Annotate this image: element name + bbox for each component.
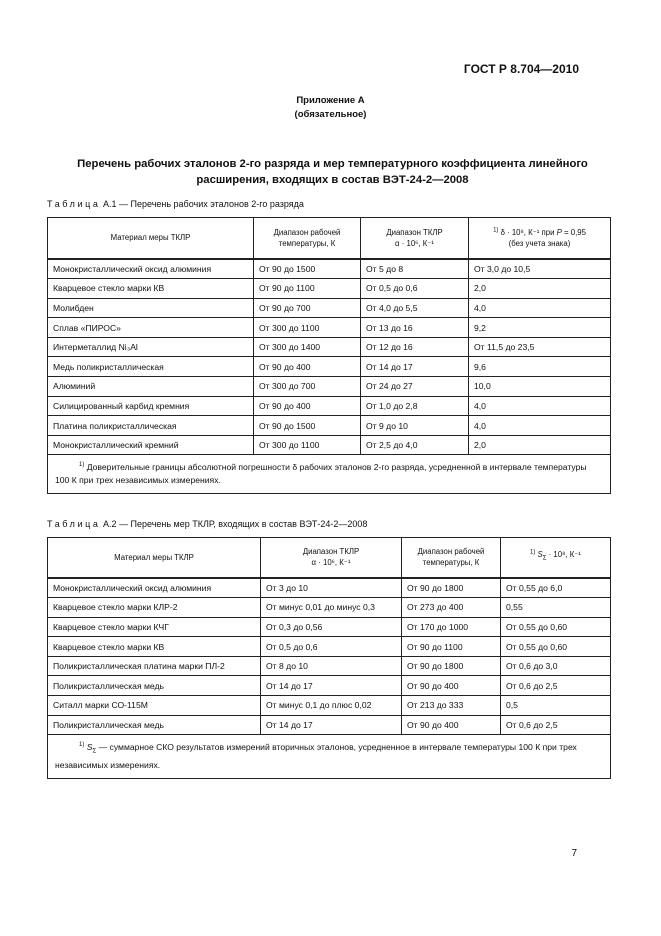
table1-header-error-line1 xyxy=(474,227,605,238)
table1-caption xyxy=(47,199,304,209)
table-row xyxy=(48,396,611,416)
footnote-text: — суммарное СКО результатов измерений вторичных эталонов, усредненное в интервале температуры 100 К при трех независимых измерениях. xyxy=(55,742,577,770)
table2-header-material: Материал меры ТКЛР xyxy=(48,538,261,578)
sko-cell: От 0,55 до 6,0 xyxy=(501,578,611,598)
sko-cell: От 0,55 до 0,60 xyxy=(501,637,611,657)
material-cell: Кварцевое стекло марки КЧГ xyxy=(48,617,261,637)
table-row xyxy=(48,715,611,735)
footnote-text: Доверительные границы абсолютной погрешности δ рабочих эталонов 2-го разряда, усредненной в интервале температуры 100 К при трех независимых измерениях. xyxy=(55,462,587,486)
error-cell: 9,2 xyxy=(469,318,611,338)
temp-range-cell: От 90 до 700 xyxy=(254,298,361,318)
sko-cell: От 0,6 до 2,5 xyxy=(501,715,611,735)
tklr-range-cell: От 14 до 17 xyxy=(361,357,469,377)
table1-caption-label: Таблица xyxy=(47,199,101,209)
table-row xyxy=(48,656,611,676)
table1-header-material: Материал меры ТКЛР xyxy=(48,218,254,259)
table1-header-temp: Диапазон рабочей температуры, К xyxy=(254,218,361,259)
tklr-range-cell: От 14 до 17 xyxy=(261,715,402,735)
tklr-range-cell: От минус 0,1 до плюс 0,02 xyxy=(261,696,402,716)
table-row xyxy=(48,259,611,279)
material-cell: Платина поликристаллическая xyxy=(48,416,254,436)
temp-range-cell: От 90 до 400 xyxy=(402,676,501,696)
table2-header-tklr-title: Диапазон ТКЛР xyxy=(302,547,360,557)
table2-header-temp: Диапазон рабочей температуры, К xyxy=(402,538,501,578)
material-cell: Монокристаллический кремний xyxy=(48,435,254,455)
temp-range-cell: От 90 до 400 xyxy=(254,396,361,416)
material-cell: Ситалл марки СО-115М xyxy=(48,696,261,716)
table-row xyxy=(48,377,611,397)
material-cell: Сплав «ПИРОС» xyxy=(48,318,254,338)
temp-range-cell: От 90 до 1500 xyxy=(254,259,361,279)
material-cell: Монокристаллический оксид алюминия xyxy=(48,578,261,598)
table2-header-tklr-unit: α · 10⁶, К⁻¹ xyxy=(311,558,351,568)
appendix-heading xyxy=(0,94,661,122)
material-cell: Поликристаллическая медь xyxy=(48,715,261,735)
material-cell: Поликристаллическая медь xyxy=(48,676,261,696)
table1-header-tklr xyxy=(361,218,469,259)
error-cell: 4,0 xyxy=(469,416,611,436)
error-cell: От 11,5 до 23,5 xyxy=(469,337,611,357)
table1-header-error-sym: δ · 10⁸, К⁻¹ при xyxy=(500,227,555,237)
table1-footnote-ref: 1) xyxy=(493,227,499,234)
page-number: 7 xyxy=(571,848,577,859)
sko-cell: 0,5 xyxy=(501,696,611,716)
tklr-range-cell: От 8 до 10 xyxy=(261,656,402,676)
document-code: ГОСТ Р 8.704—2010 xyxy=(463,62,579,76)
temp-range-cell: От 273 до 400 xyxy=(402,598,501,618)
table2-header-tklr xyxy=(261,538,402,578)
material-cell: Монокристаллический оксид алюминия xyxy=(48,259,254,279)
table-row xyxy=(48,279,611,299)
table2 xyxy=(47,537,611,779)
material-cell: Поликристаллическая платина марки ПЛ-2 xyxy=(48,656,261,676)
material-cell: Кварцевое стекло марки КВ xyxy=(48,279,254,299)
table2-header-sko-unit: · 10⁸, К⁻¹ xyxy=(546,550,581,560)
tklr-range-cell: От 0,3 до 0,56 xyxy=(261,617,402,637)
table2-caption-label: Таблица xyxy=(47,519,101,529)
tklr-range-cell: От 9 до 10 xyxy=(361,416,469,436)
temp-range-cell: От 90 до 400 xyxy=(402,715,501,735)
sko-cell: От 0,6 до 2,5 xyxy=(501,676,611,696)
table-row xyxy=(48,416,611,436)
tklr-range-cell: От 13 до 16 xyxy=(361,318,469,338)
sko-cell: От 0,55 до 0,60 xyxy=(501,617,611,637)
footnote-mark: 1) xyxy=(79,462,85,469)
material-cell: Кварцевое стекло марки КЛР-2 xyxy=(48,598,261,618)
table-row xyxy=(48,598,611,618)
table1-caption-text: А.1 — Перечень рабочих эталонов 2-го разряда xyxy=(100,199,304,209)
material-cell: Медь поликристаллическая xyxy=(48,357,254,377)
tklr-range-cell: От 24 до 27 xyxy=(361,377,469,397)
appendix-status: (обязательное) xyxy=(294,109,367,120)
table-row xyxy=(48,637,611,657)
table2-footnote-ref: 1) xyxy=(530,549,536,556)
table2-header-sko-sub: Σ xyxy=(542,556,547,563)
table2-footnote-row xyxy=(48,735,611,779)
error-cell: 2,0 xyxy=(469,435,611,455)
table2-header-sko xyxy=(501,538,611,578)
table2-footnote xyxy=(48,735,611,779)
table2-header-sko-sym: S xyxy=(537,550,543,560)
temp-range-cell: От 170 до 1000 xyxy=(402,617,501,637)
material-cell: Интерметаллид Ni₃Al xyxy=(48,337,254,357)
tklr-range-cell: От 14 до 17 xyxy=(261,676,402,696)
temp-range-cell: От 300 до 1100 xyxy=(254,435,361,455)
temp-range-cell: От 300 до 1100 xyxy=(254,318,361,338)
error-cell: 10,0 xyxy=(469,377,611,397)
table1-header-tklr-title: Диапазон ТКЛР xyxy=(386,227,443,237)
temp-range-cell: От 90 до 1100 xyxy=(254,279,361,299)
error-cell: 2,0 xyxy=(469,279,611,299)
tklr-range-cell: От 0,5 до 0,6 xyxy=(261,637,402,657)
tklr-range-cell: От 0,5 до 0,6 xyxy=(361,279,469,299)
appendix-label: Приложение А xyxy=(296,95,365,106)
material-cell: Силицированный карбид кремния xyxy=(48,396,254,416)
temp-range-cell: От 300 до 700 xyxy=(254,377,361,397)
material-cell: Кварцевое стекло марки КВ xyxy=(48,637,261,657)
tklr-range-cell: От 4,0 до 5,5 xyxy=(361,298,469,318)
table1-footnote xyxy=(48,455,611,494)
temp-range-cell: От 90 до 400 xyxy=(254,357,361,377)
sko-cell: 0,55 xyxy=(501,598,611,618)
table2-caption xyxy=(47,519,367,529)
table1-header-error-pval: = 0,95 xyxy=(561,227,586,237)
table-row xyxy=(48,676,611,696)
footnote-mark: 1) xyxy=(79,742,85,749)
footnote-symbol: S xyxy=(86,742,93,753)
temp-range-cell: От 300 до 1400 xyxy=(254,337,361,357)
table-row xyxy=(48,435,611,455)
temp-range-cell: От 90 до 1800 xyxy=(402,578,501,598)
table-row xyxy=(48,578,611,598)
sko-cell: От 0,6 до 3,0 xyxy=(501,656,611,676)
table2-caption-text: А.2 — Перечень мер ТКЛР, входящих в состав ВЭТ-24-2—2008 xyxy=(100,519,368,529)
table-row xyxy=(48,298,611,318)
footnote-symbol-sub: Σ xyxy=(92,748,97,755)
tklr-range-cell: От 12 до 16 xyxy=(361,337,469,357)
material-cell: Алюминий xyxy=(48,377,254,397)
error-cell: 4,0 xyxy=(469,298,611,318)
tklr-range-cell: От 1,0 до 2,8 xyxy=(361,396,469,416)
table-row xyxy=(48,696,611,716)
error-cell: 4,0 xyxy=(469,396,611,416)
table1-header-tklr-unit: α · 10⁶, К⁻¹ xyxy=(395,238,434,248)
table1-footnote-row xyxy=(48,455,611,494)
error-cell: 9,6 xyxy=(469,357,611,377)
table-row xyxy=(48,337,611,357)
temp-range-cell: От 213 до 333 xyxy=(402,696,501,716)
table1-header-error-line2: (без учета знака) xyxy=(508,238,571,248)
temp-range-cell: От 90 до 1100 xyxy=(402,637,501,657)
temp-range-cell: От 90 до 1800 xyxy=(402,656,501,676)
table1 xyxy=(47,217,611,494)
table1-header-error xyxy=(469,218,611,259)
table-row xyxy=(48,617,611,637)
tklr-range-cell: От 2,5 до 4,0 xyxy=(361,435,469,455)
tklr-range-cell: От минус 0,01 до минус 0,3 xyxy=(261,598,402,618)
table1-header-error-p: P xyxy=(556,227,562,237)
temp-range-cell: От 90 до 1500 xyxy=(254,416,361,436)
table-row xyxy=(48,318,611,338)
error-cell: От 3,0 до 10,5 xyxy=(469,259,611,279)
tklr-range-cell: От 5 до 8 xyxy=(361,259,469,279)
table-row xyxy=(48,357,611,377)
page-title: Перечень рабочих эталонов 2-го разряда и мер температурного коэффициента линейного расширения, входящих в состав ВЭТ-24-2—2008 xyxy=(77,158,588,186)
tklr-range-cell: От 3 до 10 xyxy=(261,578,402,598)
material-cell: Молибден xyxy=(48,298,254,318)
